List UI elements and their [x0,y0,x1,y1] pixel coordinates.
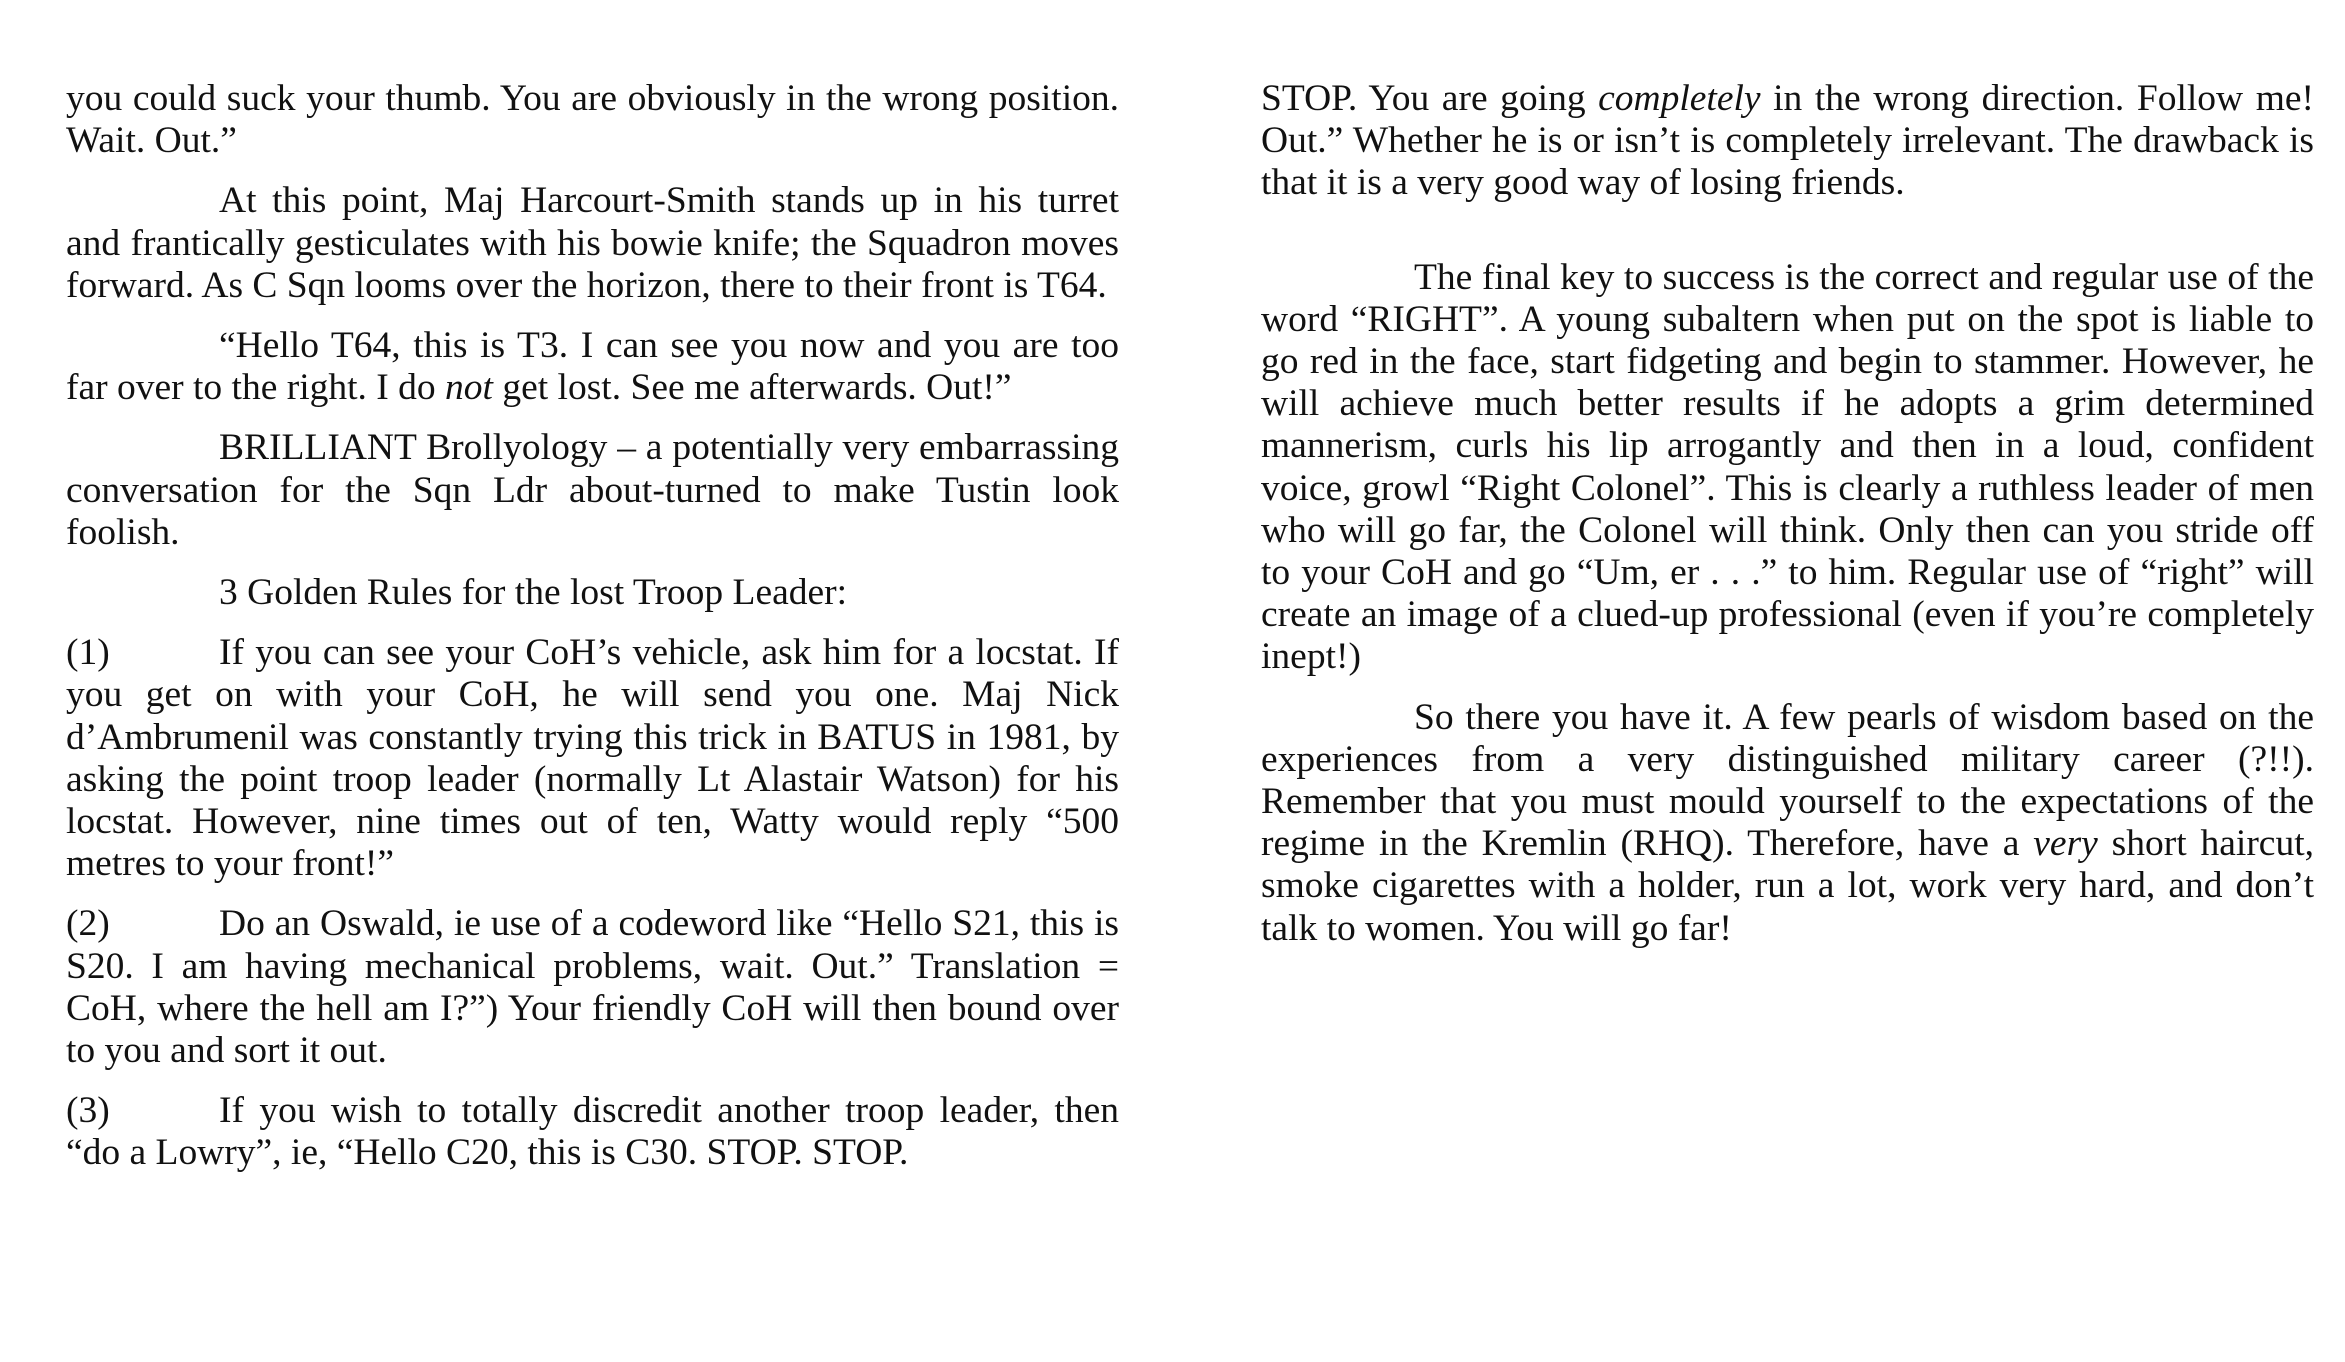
paragraph: you could suck your thumb. You are obviously in the wrong position. Wait. Out.” [66,78,1119,162]
rule-item [66,903,1119,1072]
paragraph [1261,697,2314,950]
text-run: in the wrong direction. Follow me! Out.” Whether he is or isn’t is completely irrelevant. The drawback is that it is a very good way of losing friends. [1261,78,2314,204]
rule-text: If you can see your CoH’s vehicle, ask him for a locstat. If you get on with your CoH, he will send you one. Maj Nick d’Ambrumenil was constantly trying this trick in BATUS in 1981, by asking the point troop leader (normally Lt Alastair Watson) for his locstat. However, nine times out of ten, Watty would reply “500 metres to your front!” [66,632,1119,885]
rule-number: (3) [66,1090,110,1132]
text-run: short haircut, smoke cigarettes with a holder, run a lot, work very hard, and don’t talk to women. You will go far! [1261,823,2314,949]
emphasis-text: completely [1598,78,1761,119]
emphasis-text: not [445,367,493,409]
rules-heading: 3 Golden Rules for the lost Troop Leader: [219,572,848,614]
rule-item [66,1090,1119,1174]
right-column [1261,78,2314,968]
paragraph: BRILLIANT Brollyology – a potentially very embarrassing conversation for the Sqn Ldr about-turned to make Tustin look foolish. [66,427,1119,553]
rule-item [66,632,1119,885]
rule-text: Do an Oswald, ie use of a codeword like “Hello S21, this is S20. I am having mechanical problems, wait. Out.” Translation = CoH, where the hell am I?”) Your friendly CoH will then bound over to you and sort it out. [66,903,1119,1072]
left-column [66,78,1119,1193]
emphasis-text: very [2033,823,2098,865]
text-run: “Hello T64, this is T3. I can see you now and you are too far over to the right. I do [66,325,1119,409]
paragraph: The final key to success is the correct and regular use of the word “RIGHT”. A young subaltern when put on the spot is liable to go red in the face, start fidgeting and begin to stammer. However, he will achieve much better results if he adopts a grim determined mannerism, curls his lip arrogantly and then in a loud, confident voice, growl “Right Colonel”. This is clearly a ruthless leader of men who will go far, the Colonel will think. Only then can you stride off to your CoH and go “Um, er . . .” to him. Regular use of “right” will create an image of a clued-up professional (even if you’re completely inept!) [1261,256,2314,678]
rule-text: If you wish to totally discredit another troop leader, then “do a Lowry”, ie, “Hello C20, this is C30. STOP. STOP. [66,1090,1119,1174]
rule-number: (1) [66,632,110,674]
paragraph: At this point, Maj Harcourt-Smith stands up in his turret and frantically gesticulates with his bowie knife; the Squadron moves forward. As C Sqn looms over the horizon, there to their front is T64. [66,180,1119,306]
rule-number: (2) [66,903,110,945]
paragraph [1261,78,2314,205]
text-run: So there you have it. A few pearls of wisdom based on the experiences from a very distinguished military career (?!!). Remember that you must mould yourself to the expectations of the regime in the Kremlin (RHQ). Therefore, have a [1261,696,2314,865]
text-run: STOP. You are going [1261,78,1599,119]
text-run: get lost. See me afterwards. Out!” [492,367,1012,409]
paragraph [66,325,1119,409]
